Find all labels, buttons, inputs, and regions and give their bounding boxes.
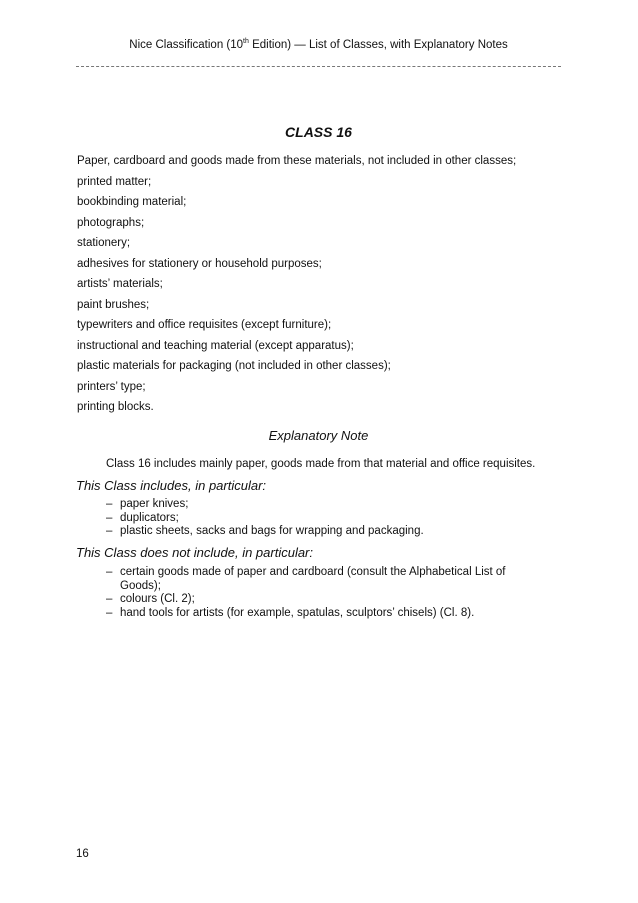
heading-item: paint brushes; <box>77 298 150 311</box>
heading-item: Paper, cardboard and goods made from these materials, not included in other classes; <box>77 155 517 167</box>
excludes-item <box>106 607 546 621</box>
dash-marker: – <box>106 606 113 619</box>
dash-marker: – <box>106 566 113 578</box>
explanatory-note-title: Explanatory Note <box>268 428 369 443</box>
includes-item <box>106 525 546 539</box>
dash-marker: – <box>106 498 113 510</box>
excludes-list <box>106 566 546 620</box>
excludes-heading: This Class does not include, in particular: <box>76 545 314 560</box>
includes-item-text: duplicators; <box>120 511 179 524</box>
includes-heading: This Class includes, in particular: <box>76 478 267 493</box>
dash-marker: – <box>106 593 113 605</box>
heading-item: adhesives for stationery or household purposes; <box>77 257 322 270</box>
header-divider <box>76 66 561 67</box>
excludes-item-text: certain goods made of paper and cardboard (consult the Alphabetical List of Goods); <box>120 566 506 592</box>
heading-item: printers’ type; <box>77 380 146 393</box>
heading-item: typewriters and office requisites (except furniture); <box>77 319 332 331</box>
class-title: CLASS 16 <box>285 124 352 140</box>
page-number: 16 <box>76 848 89 860</box>
header-text-end: Edition) — List of Classes, with Explanatory Notes <box>248 39 508 51</box>
includes-item-text: paper knives; <box>120 498 189 510</box>
header-superscript: th <box>243 38 249 45</box>
heading-item: photographs; <box>77 216 145 229</box>
explanatory-note-intro: Class 16 includes mainly paper, goods made from that material and office requisites. <box>106 458 536 470</box>
dash-marker: – <box>106 525 113 537</box>
dash-marker: – <box>106 511 113 524</box>
heading-item: instructional and teaching material (except apparatus); <box>77 339 354 352</box>
heading-item: printing blocks. <box>77 401 154 413</box>
header-text-start: Nice Classification (10 <box>129 39 244 51</box>
includes-item-text: plastic sheets, sacks and bags for wrapping and packaging. <box>120 525 424 537</box>
heading-item: plastic materials for packaging (not included in other classes); <box>77 360 391 372</box>
includes-item <box>106 512 546 526</box>
heading-item: bookbinding material; <box>77 196 187 208</box>
includes-list <box>106 498 546 539</box>
class-heading-list <box>77 151 562 418</box>
running-header <box>76 38 561 52</box>
includes-item <box>106 498 546 512</box>
excludes-item-text: colours (Cl. 2); <box>120 593 195 605</box>
heading-item: stationery; <box>77 237 131 249</box>
heading-item: printed matter; <box>77 175 152 188</box>
excludes-item-text: hand tools for artists (for example, spatulas, sculptors’ chisels) (Cl. 8). <box>120 606 475 619</box>
heading-item: artists’ materials; <box>77 278 163 290</box>
excludes-item <box>106 593 546 607</box>
excludes-item <box>106 566 546 593</box>
